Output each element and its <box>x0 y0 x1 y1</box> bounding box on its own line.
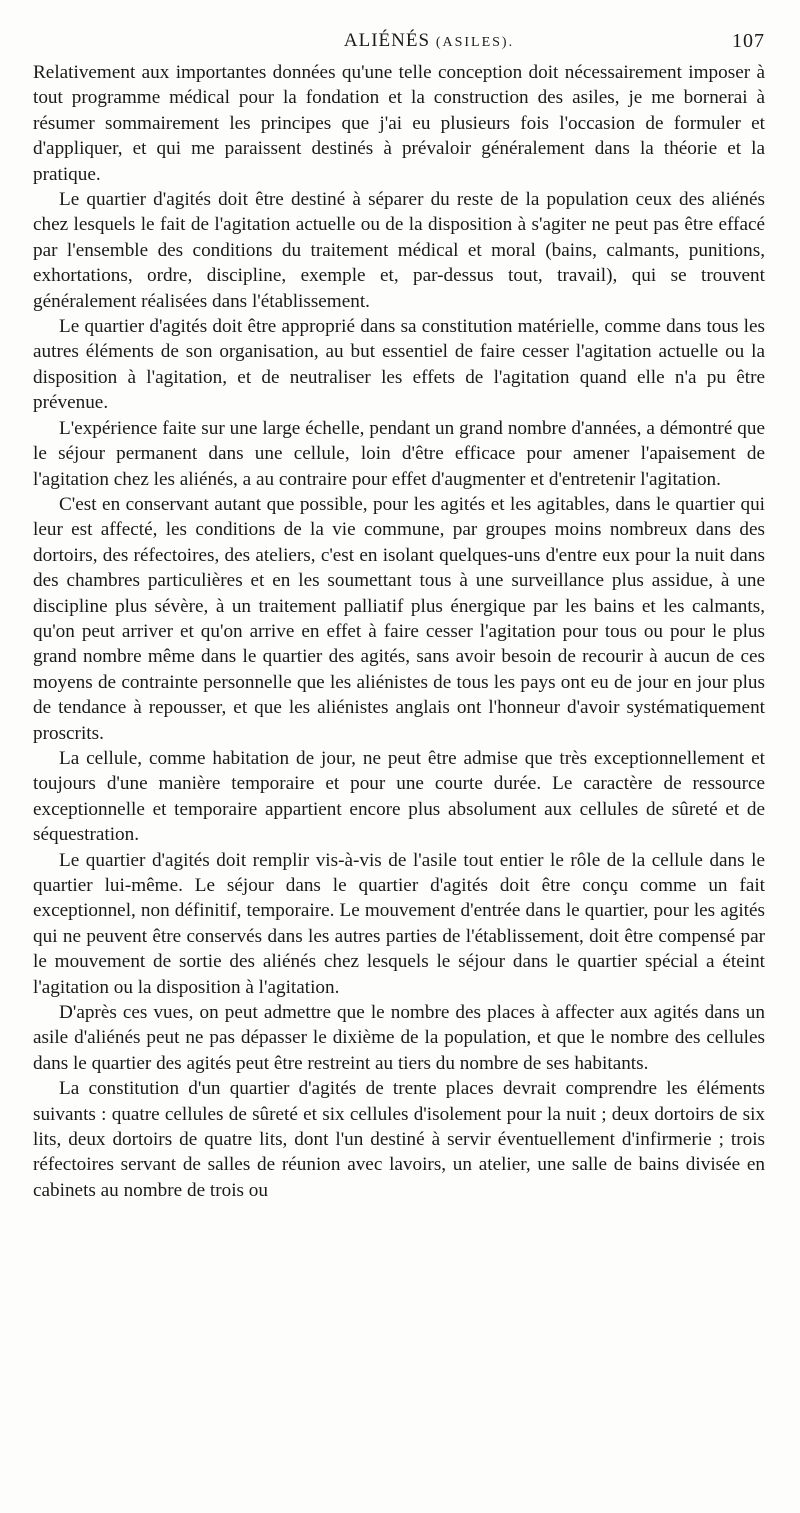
paragraph-3: Le quartier d'agités doit être approprié dans sa constitution matérielle, comme dans tous les autres éléments de son organisation, au but essentiel de faire cesser l'agitation actuelle ou la disposition à l'agitation, et de neutraliser les effets de l'agitation quand elle n'a pu être prévenue. <box>33 316 765 414</box>
running-title-main: ALIÉNÉS <box>343 30 431 51</box>
document-page <box>33 30 765 1203</box>
paragraph-8: D'après ces vues, on peut admettre que le nombre des places à affecter aux agités dans un asile d'aliénés peut ne pas dépasser le dixième de la population, et que le nombre des cellules dans le quartier des agités peut être restreint au tiers du nombre de ses habitants. <box>33 1002 765 1074</box>
paragraph-5: C'est en conservant autant que possible, pour les agités et les agitables, dans le quartier qui leur est affecté, les conditions de la vie commune, par groupes moins nombreux dans des dortoirs, des réfectoires, des ateliers, c'est en isolant quelques-uns d'entre eux pour la nuit dans des chambres particulières et en les soumettant tous à une surveillance plus assidue, à une discipline plus sévère, à un traitement palliatif plus énergique par les bains et les calmants, qu'on peut arriver et qu'on arrive en effet à faire cesser l'agitation pour tous ou pour le plus grand nombre même dans le quartier des agités, sans avoir besoin de recourir à aucun de ces moyens de contrainte personnelle que les aliénistes de tous les pays ont eu de jour en jour plus de tendance à repousser, et que les aliénistes anglais ont l'honneur d'avoir systématiquement proscrits. <box>33 493 765 744</box>
paragraph-7: Le quartier d'agités doit remplir vis-à-vis de l'asile tout entier le rôle de la cellule dans le quartier lui-même. Le séjour dans le quartier d'agités doit être conçu comme un fait exceptionnel, non définitif, temporaire. Le mouvement d'entrée dans le quartier, pour les agités qui ne peuvent être conservés dans les autres parties de l'établissement, doit être compensé par le mouvement de sortie des aliénés chez lesquels le séjour dans le quartier spécial a éteint l'agitation ou la disposition à l'agitation. <box>33 849 765 998</box>
page-number: 107 <box>732 30 765 52</box>
paragraph-9: La constitution d'un quartier d'agités de trente places devrait comprendre les éléments suivants : quatre cellules de sûreté et six cellules d'isolement pour la nuit ; deux dortoirs de six lits, deux dortoirs de quatre lits, dont l'un destiné à servir éventuellement d'infirmerie ; trois réfectoires servant de salles de réunion avec lavoirs, un atelier, une salle de bains divisée en cabinets au nombre de trois ou <box>33 1078 765 1201</box>
body-text <box>33 60 765 1203</box>
running-title-sub: (ASILES). <box>435 35 515 50</box>
running-title <box>33 30 765 52</box>
paragraph-4: L'expérience faite sur une large échelle, pendant un grand nombre d'années, a démontré que le séjour permanent dans une cellule, loin d'être efficace pour amener l'apaisement de l'agitation chez les aliénés, a au contraire pour effet d'augmenter et d'entretenir l'agitation. <box>33 417 765 490</box>
paragraph-1: Relativement aux importantes données qu'une telle conception doit nécessairement imposer à tout programme médical pour la fondation et la construction des asiles, je me bornerai à résumer sommairement les principes que j'ai eu plusieurs fois l'occasion de formuler et d'appliquer, et qui me paraissent destinés à prévaloir généralement dans la théorie et la pratique. <box>33 62 765 185</box>
paragraph-2: Le quartier d'agités doit être destiné à séparer du reste de la population ceux des aliénés chez lesquels le fait de l'agitation actuelle ou de la disposition à s'agiter ne peut pas être effacé par l'ensemble des conditions du traitement médical et moral (bains, calmants, punitions, exhortations, ordre, discipline, exemple et, par-dessus tout, travail), qui se trouvent généralement réalisées dans l'établissement. <box>33 189 765 312</box>
paragraph-6: La cellule, comme habitation de jour, ne peut être admise que très exceptionnellement et toujours d'une manière temporaire et pour une courte durée. Le caractère de ressource exceptionnelle et temporaire appartient encore plus absolument aux cellules de sûreté et de séquestration. <box>33 747 765 846</box>
running-header <box>33 30 765 60</box>
